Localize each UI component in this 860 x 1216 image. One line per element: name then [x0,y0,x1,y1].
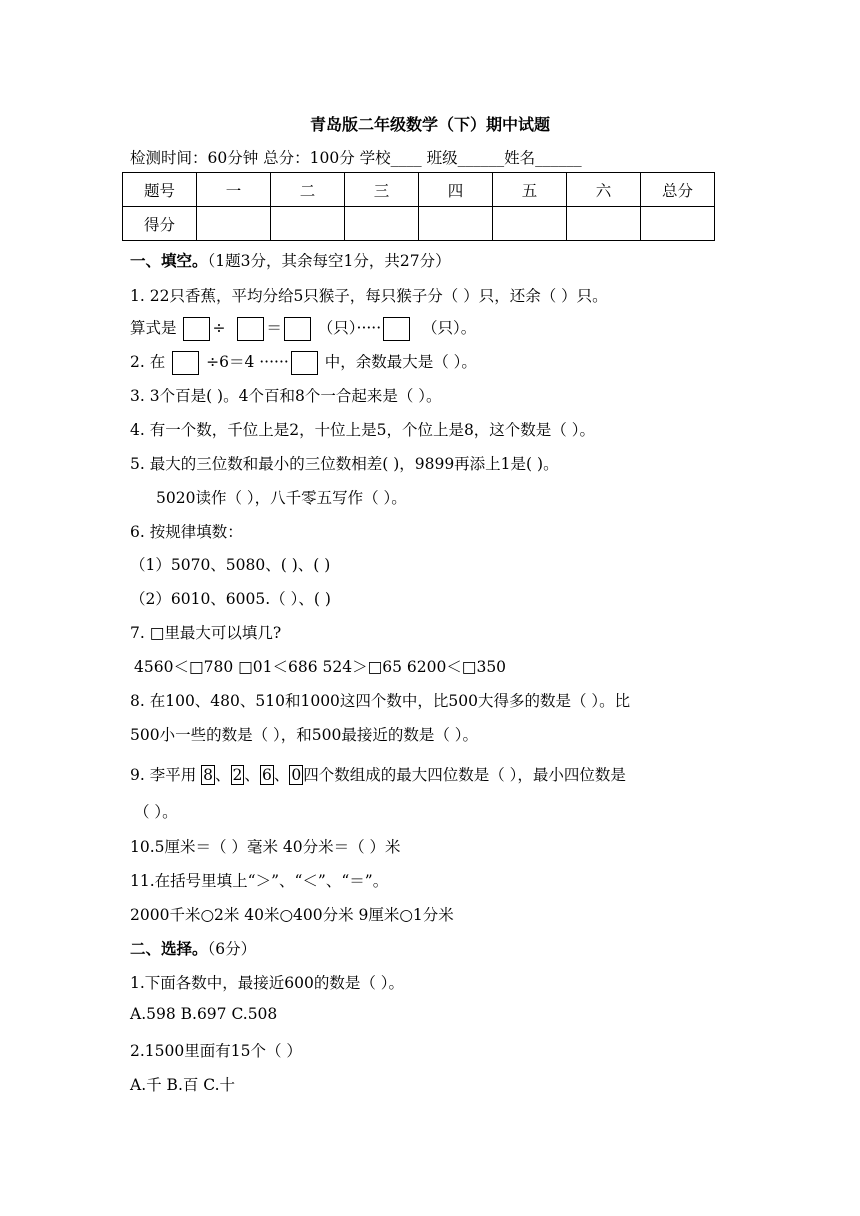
question-5: 5. 最大的三位数和最小的三位数相差( )，9899再添上1是( )。 [130,455,559,473]
table-cell: 四 [419,173,493,207]
table-cell: 得分 [123,207,197,241]
question-6-1: （1）5070、5080、( )、( ) [130,556,331,574]
digit-box: 8 [203,766,214,784]
answer-box[interactable] [284,317,311,341]
question-3: 3. 3个百是( )。4个百和8个一合起来是（ ）。 [130,387,442,405]
score-input-cell[interactable] [419,207,493,241]
table-cell: 题号 [123,173,197,207]
score-input-cell[interactable] [641,207,715,241]
section1-header [130,249,451,271]
question-10: 10.5厘米＝（ ）毫米 40分米＝（ ）米 [130,838,401,856]
question-9-part2: （ ）。 [134,803,178,821]
divide-sign: ÷ [212,319,226,337]
section2-heading: 二、选择。 [130,939,208,958]
choice-question-1: 1.下面各数中，最接近600的数是（ ）。 [130,974,405,992]
separator: 、 [215,766,231,784]
separator: 、 [273,766,290,784]
answer-box[interactable] [291,351,318,375]
question-11-items: 2000千米○2米 40米○400分米 9厘米○1分米 [130,906,454,924]
question-7-items: 4560＜□780 □01＜686 524＞□65 6200＜□350 [134,658,507,676]
question-8: 8. 在100、480、510和1000这四个数中，比500大得多的数是（ ）。比 [130,692,631,710]
score-input-cell[interactable] [493,207,567,241]
section2-note: （6分） [207,940,257,958]
formula-unit: （只）····· [317,319,382,337]
question-1: 1. 22只香蕉，平均分给5只猴子，每只猴子分（ ）只，还余（ ）只。 [130,287,608,305]
digit-box: 2 [232,766,243,784]
score-table [122,172,715,241]
choice-question-2-options: A.千 B.百 C.十 [130,1076,236,1094]
section1-note: （1题3分，其余每空1分，共27分） [207,252,451,270]
question-2 [130,350,477,375]
score-input-cell[interactable] [271,207,345,241]
q2-text: ÷6＝4 ······ [206,353,289,371]
digit-box: 0 [291,766,302,784]
choice-question-1-options: A.598 B.697 C.508 [130,1005,278,1023]
table-row [123,173,715,207]
table-row [123,207,715,241]
score-input-cell[interactable] [197,207,271,241]
formula-unit: （只）。 [422,319,477,337]
separator: 、 [244,766,260,784]
table-cell: 三 [345,173,419,207]
table-cell: 六 [567,173,641,207]
section2-header [130,937,256,959]
q9-text: 9. 李平用 [130,766,197,784]
section1-heading: 一、填空。 [130,251,208,270]
table-cell: 总分 [641,173,715,207]
answer-box[interactable] [383,317,410,341]
question-11: 11.在括号里填上“＞”、“＜”、“＝”。 [130,872,389,890]
answer-box[interactable] [172,351,199,375]
equals-sign: ＝ [266,319,282,337]
question-6: 6. 按规律填数： [130,523,243,541]
q9-text: 四个数组成的最大四位数是（ ），最小四位数是 [303,766,626,784]
question-4: 4. 有一个数，千位上是2，十位上是5，个位上是8，这个数是（ ）。 [130,421,595,439]
table-cell: 二 [271,173,345,207]
page-title: 青岛版二年级数学（下）期中试题 [309,115,550,134]
question-7: 7. □里最大可以填几? [130,624,282,642]
choice-question-2: 2.1500里面有15个（ ） [130,1042,302,1060]
formula-prefix: 算式是 [130,319,177,337]
question-5-part2: 5020读作（ ），八千零五写作（ ）。 [156,489,407,507]
table-cell: 一 [197,173,271,207]
score-input-cell[interactable] [345,207,419,241]
question-9 [130,763,626,785]
table-cell: 五 [493,173,567,207]
question-8-part2: 500小一些的数是（ ），和500最接近的数是（ ）。 [130,726,479,744]
q2-text: 2. 在 [130,353,166,371]
question-6-2: （2）6010、6005.（ ）、( ) [130,590,331,608]
q2-text: 中，余数最大是（ ）。 [324,353,477,371]
digit-box: 6 [261,766,272,784]
exam-info: 检测时间：60分钟 总分：100分 学校____ 班级______姓名______ [130,149,582,167]
question-1-formula [130,316,476,341]
answer-box[interactable] [237,317,264,341]
answer-box[interactable] [183,317,210,341]
score-input-cell[interactable] [567,207,641,241]
